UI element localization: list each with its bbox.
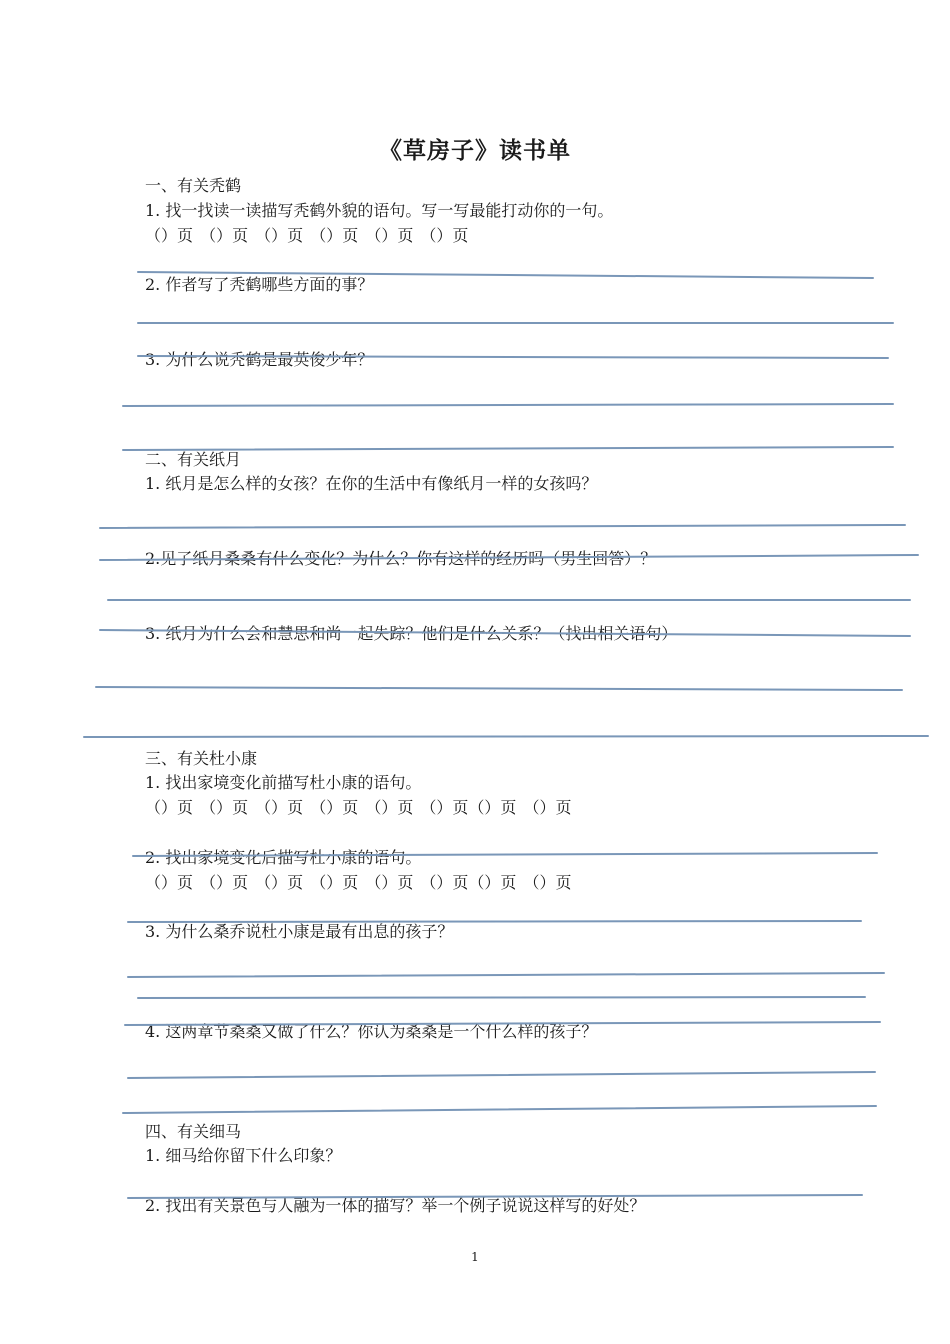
question-text: 2. 找出有关景色与人融为一体的描写？举一个例子说说这样写的好处？ xyxy=(145,1196,646,1215)
answer-line xyxy=(100,555,918,560)
page-blanks: （）页 （）页 （）页 （）页 （）页 （）页（）页 （）页 xyxy=(145,798,572,817)
answer-line xyxy=(138,272,873,278)
question-text: 2. 作者写了秃鹤哪些方面的事？ xyxy=(145,275,374,294)
question-text: 1. 细马给你留下什么印象？ xyxy=(145,1146,342,1165)
answer-line xyxy=(96,687,902,690)
answer-line xyxy=(123,1106,876,1113)
answer-line xyxy=(123,447,893,450)
answer-line xyxy=(133,853,877,856)
page-number: 1 xyxy=(471,1250,479,1264)
answer-line xyxy=(84,736,928,737)
question-text: 1. 纸月是怎么样的女孩？在你的生活中有像纸月一样的女孩吗？ xyxy=(145,474,598,493)
question-text: 3. 为什么说秃鹤是最英俊少年？ xyxy=(145,350,374,369)
page-blanks: （）页 （）页 （）页 （）页 （）页 （）页（）页 （）页 xyxy=(145,873,572,892)
section-heading: 三、有关杜小康 xyxy=(145,749,258,768)
question-text: 2. 找出家境变化后描写杜小康的语句。 xyxy=(145,848,422,867)
answer-line xyxy=(128,973,884,977)
section-heading: 四、有关细马 xyxy=(145,1122,242,1141)
question-text: 3. 为什么桑乔说杜小康是最有出息的孩子？ xyxy=(145,922,454,941)
page-blanks: （）页 （）页 （）页 （）页 （）页 （）页 xyxy=(145,226,469,245)
answer-line xyxy=(128,1195,862,1198)
answer-line xyxy=(100,630,910,636)
answer-line xyxy=(123,404,893,406)
answer-line xyxy=(100,525,905,528)
answer-line xyxy=(138,356,888,358)
answer-line xyxy=(138,997,865,998)
page-title: 《草房子》读书单 xyxy=(379,137,571,164)
question-text: 2.见了纸月桑桑有什么变化？为什么？你有这样的经历吗（男生回答）？ xyxy=(145,549,657,568)
question-text: 1. 找出家境变化前描写杜小康的语句。 xyxy=(145,773,422,792)
answer-line xyxy=(125,1022,880,1025)
answer-line xyxy=(128,1072,875,1078)
answer-line xyxy=(128,921,861,922)
question-text: 1. 找一找读一读描写秃鹤外貌的语句。写一写最能打动你的一句。 xyxy=(145,201,614,220)
section-heading: 二、有关纸月 xyxy=(145,450,242,469)
question-text: 4. 这两章节桑桑又做了什么？你认为桑桑是一个什么样的孩子？ xyxy=(145,1022,598,1041)
section-heading: 一、有关秃鹤 xyxy=(145,176,242,195)
question-text: 3. 纸月为什么会和慧思和尚一起失踪？他们是什么关系？（找出相关语句） xyxy=(145,624,678,643)
